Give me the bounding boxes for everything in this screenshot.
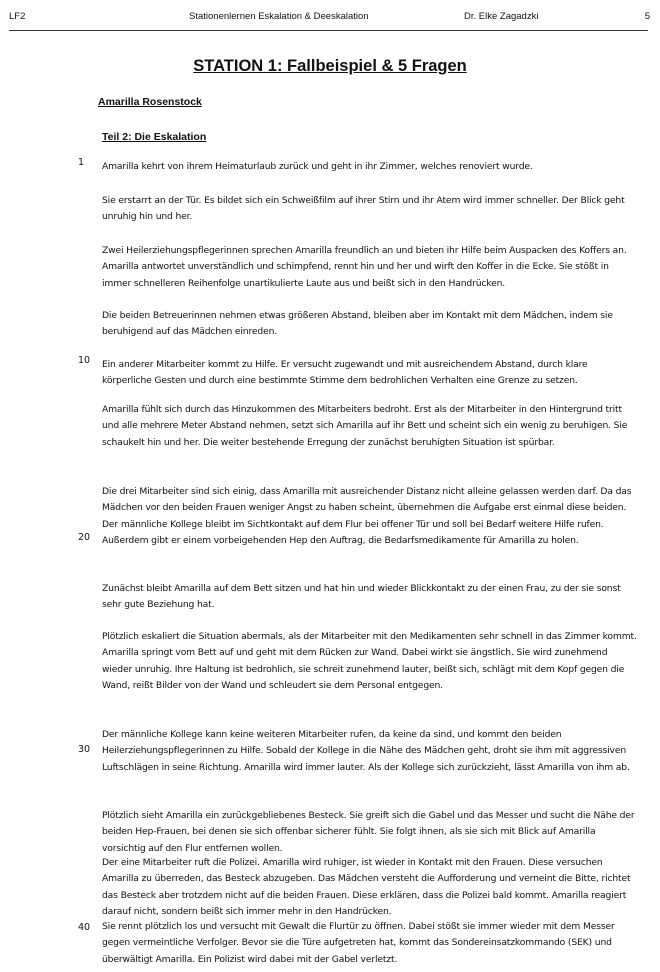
header-author: Dr. Elke Zagadzki [464, 11, 539, 22]
paragraph: Der eine Mitarbeiter ruft die Polizei. Amarilla wird ruhiger, ist wieder in Kontakt mit den Frauen. Diese versuchen Amarilla zu überreden, das Besteck abzugeben. Das Mädchen versteht die Aufforderung und verneint die Bitte, richtet das Besteck aber trotzdem nicht auf die beiden Frauen. Diese erklären, dass die Polizei bald kommt. Amarilla reagiert darauf nicht, sondern beißt sich immer mehr in den Handrücken. [102, 857, 631, 918]
paragraph: Sie erstarrt an der Tür. Es bildet sich ein Schweißfilm auf ihrer Stirn und ihr Atem wird immer schneller. Der Blick geht unruhig hin und her. [102, 195, 625, 223]
paragraph: Sie rennt plötzlich los und versucht mit Gewalt die Flurtür zu öffnen. Dabei stößt sie immer wieder mit dem Messer gegen vermeintliche Verfolger. Bevor sie die Türe aufgetreten hat, kommt das Sondereinsatzkommando (SEK) und überwältigt Amarilla. Ein Polizist wird dabei mit der Gabel verletzt. [102, 921, 615, 965]
page-number: 5 [644, 11, 650, 22]
paragraph: Die beiden Betreuerinnen nehmen etwas größeren Abstand, bleiben aber im Kontakt mit dem Mädchen, indem sie beruhigend auf das Mädchen einreden. [102, 310, 613, 338]
paragraph: Plötzlich sieht Amarilla ein zurückgebliebenes Besteck. Sie greift sich die Gabel und das Messer und sucht die Nähe der beiden Hep-Frauen, bei denen sie sich offenbar sicherer fühlt. Sie folgt ihnen, als sie sich mit Blick auf Amarilla vorsichtig auf den Flur entfernen wollen. [102, 810, 635, 854]
paragraph: Amarilla kehrt von ihrem Heimaturlaub zurück und geht in ihr Zimmer, welches renoviert wurde. [102, 161, 533, 172]
header-course: LF2 [9, 11, 26, 22]
paragraph: Plötzlich eskaliert die Situation abermals, als der Mitarbeiter mit den Medikamenten sehr schnell in das Zimmer kommt. Amarilla springt vom Bett auf und geht mit dem Rücken zur Wand. Dabei wirkt sie ängstlich. Sie wird zunehmend wieder unruhig. Ihre Haltung ist bedrohlich, sie schreit zunehmend lauter, beißt sich, schlägt mit dem Kopf gegen die Wand, reißt Bilder von der Wand und schleudert sie dem Personal entgegen. [102, 631, 637, 692]
case-subtitle: Amarilla Rosenstock [98, 96, 202, 108]
page-title: STATION 1: Fallbeispiel & 5 Fragen [193, 57, 467, 75]
header-title: Stationenlernen Eskalation & Deeskalation [189, 11, 369, 22]
paragraph: Die drei Mitarbeiter sind sich einig, dass Amarilla mit ausreichender Distanz nicht alleine gelassen werden darf. Da das Mädchen vor den beiden Frauen weniger Angst zu haben scheint, übernehmen die Aufgabe erst einmal diese beiden. Der männliche Kollege bleibt im Sichtkontakt auf dem Flur bei offener Tür und soll bei Bedarf weitere Hilfe rufen. Außerdem gibt er einem vorbeigehenden Hep den Auftrag, die Bedarfsmedikamente für Amarilla zu holen. [102, 486, 632, 547]
line-number: 10 [78, 355, 91, 366]
page-header [9, 11, 650, 25]
part-heading: Teil 2: Die Eskalation [102, 131, 207, 143]
paragraph: Amarilla fühlt sich durch das Hinzukommen des Mitarbeiters bedroht. Erst als der Mitarbeiter in den Hintergrund tritt und alle mehrere Meter Abstand nehmen, setzt sich Amarilla auf ihr Bett und scheint sich ein wenig zu beruhigen. Sie schaukelt hin und her. Die weiter bestehende Erregung der zunächst beruhigten Situation ist spürbar. [102, 404, 628, 448]
header-divider [9, 30, 648, 31]
line-number: 30 [78, 744, 91, 755]
line-number: 20 [78, 532, 91, 543]
paragraph: Ein anderer Mitarbeiter kommt zu Hilfe. Er versucht zugewandt und mit ausreichendem Abstand, durch klare körperliche Gesten und durch eine bestimmte Stimme dem bedrohlichen Verhalten eine Grenze zu setzen. [102, 359, 588, 387]
line-number: 40 [78, 922, 91, 933]
line-number: 1 [78, 157, 85, 168]
paragraph: Zunächst bleibt Amarilla auf dem Bett sitzen und hat hin und wieder Blickkontakt zu der einen Frau, zu der sie sonst sehr gute Beziehung hat. [102, 583, 621, 611]
paragraph: Der männliche Kollege kann keine weiteren Mitarbeiter rufen, da keine da sind, und kommt den beiden Heilerziehungspflegerinnen zu Hilfe. Sobald der Kollege in die Nähe des Mädchen geht, droht sie ihm mit aggressiven Luftschlägen in seine Richtung. Amarilla wird immer lauter. Als der Kollege sich zurückzieht, lässt Amarilla von ihm ab. [102, 729, 630, 773]
paragraph: Zwei Heilerziehungspflegerinnen sprechen Amarilla freundlich an und bieten ihr Hilfe beim Auspacken des Koffers an. Amarilla antwortet unverständlich und schimpfend, rennt hin und her und wirft den Koffer in die Ecke. Sie stößt in immer schnelleren Reihenfolge unartikulierte Laute aus und beißt sich in den Handrücken. [102, 245, 627, 289]
